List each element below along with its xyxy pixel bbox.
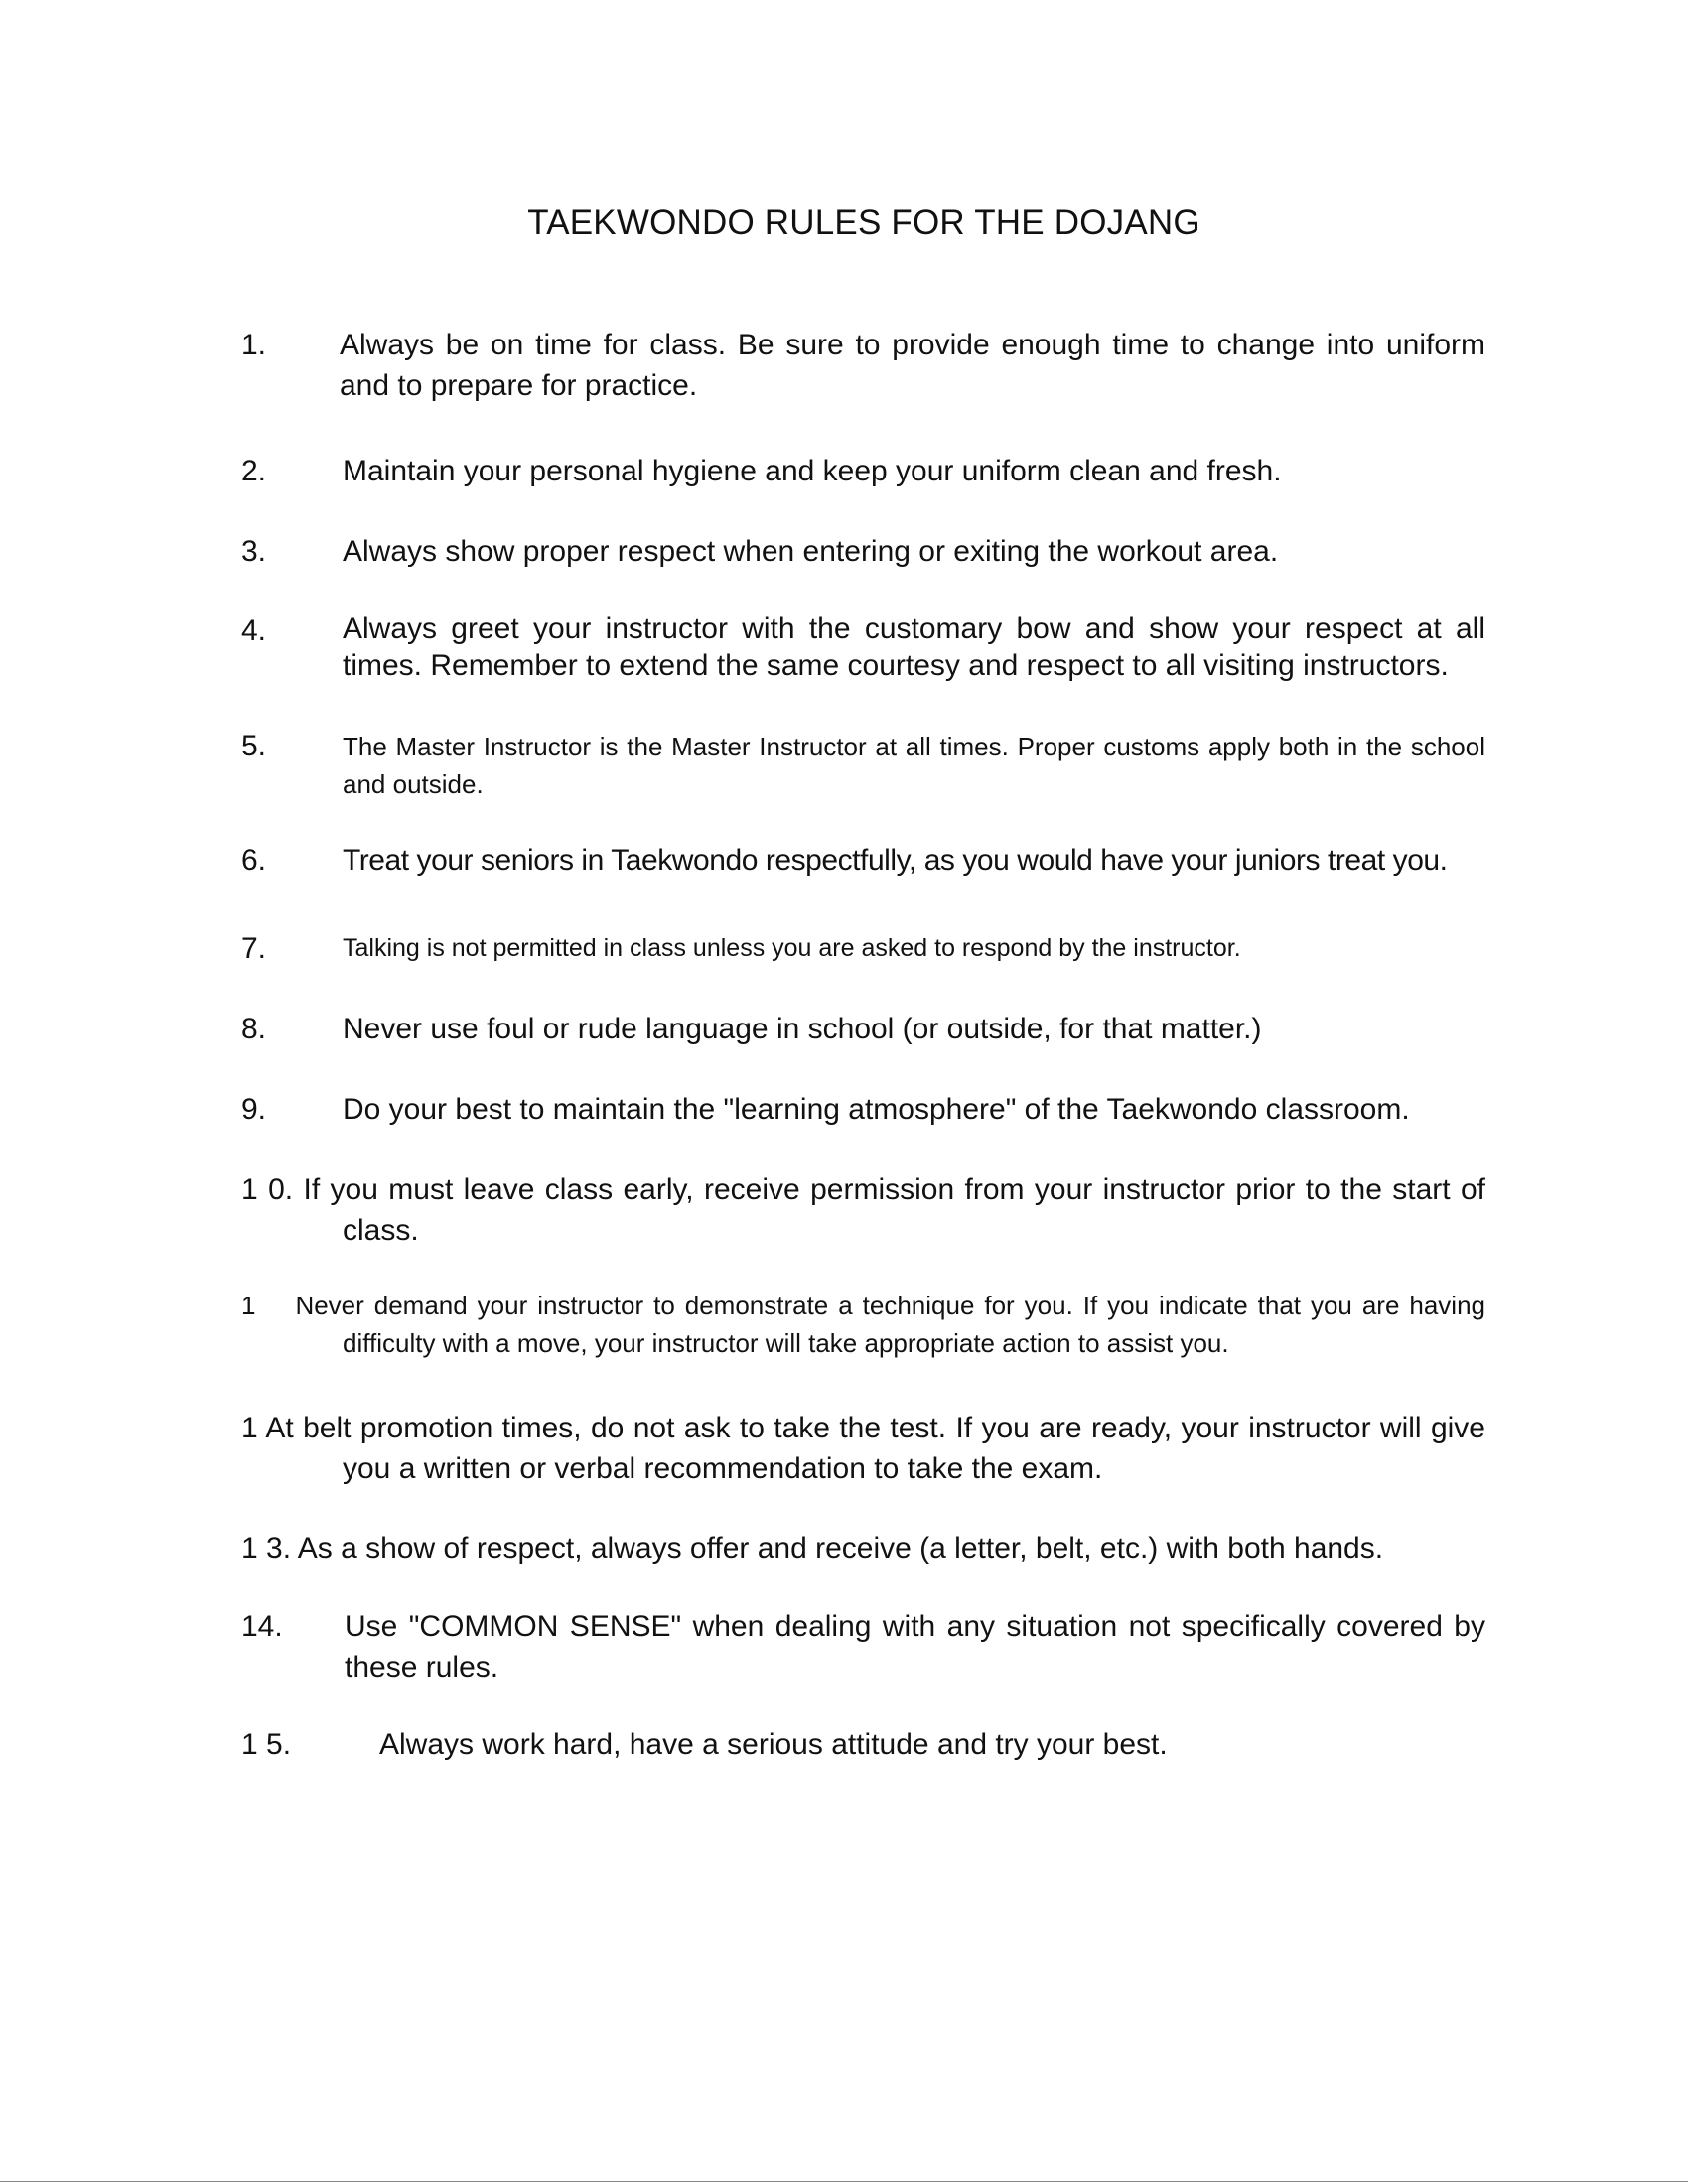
rule-item [241,1606,1485,1688]
rule-number: 1 0. [241,1173,294,1206]
rule-text: Always work hard, have a serious attitude and try your best. [379,1728,1168,1761]
rule-text: Maintain your personal hygiene and keep your uniform clean and fresh. [343,455,1282,487]
rule-number: 14. [241,1610,283,1643]
rule-number: 1 [241,1412,258,1444]
rule-text: Always be on time for class. Be sure to provide enough time to change into uniform and to prepare for practice. [340,329,1485,402]
rule-item [241,611,1485,684]
rule-number: 1 3. [241,1532,292,1565]
rule-text: As a show of respect, always offer and receive (a letter, belt, etc.) with both hands. [297,1532,1384,1565]
rule-item [241,928,1485,969]
rule-text: Never demand your instructor to demonstrate a technique for you. If you indicate that you are having difficulty with a move, your instructor will take appropriate action to assist you. [295,1291,1485,1358]
rule-text: Do your best to maintain the "learning atmosphere" of the Taekwondo classroom. [343,1093,1410,1126]
page-title: TAEKWONDO RULES FOR THE DOJANG [527,204,1200,242]
rule-item [241,1089,1485,1130]
rule-number: 3. [241,535,267,568]
rule-text: The Master Instructor is the Master Instructor at all times. Proper customs apply both in the school and outside. [343,732,1485,799]
rule-item [241,1724,1485,1765]
rule-item [241,840,1485,881]
rule-text: At belt promotion times, do not ask to take the test. If you are ready, your instructor will give you a written or verbal recommendation to take the exam. [265,1412,1485,1485]
rule-number: 7. [241,932,267,965]
rule-item [241,1009,1485,1049]
rule-number: 4. [241,614,267,647]
rule-text: If you must leave class early, receive permission from your instructor prior to the start of class. [303,1173,1485,1247]
rule-text: Always show proper respect when entering or exiting the workout area. [343,535,1279,568]
rule-text: Always greet your instructor with the customary bow and show your respect at all times. Remember to extend the same courtesy and respect to all visiting instructors. [343,613,1485,682]
rule-number: 5. [241,730,267,762]
rule-item [241,325,1485,406]
rule-number: 2. [241,455,267,487]
rule-item [241,1169,1485,1251]
rule-text: Use "COMMON SENSE" when dealing with any situation not specifically covered by these rules. [345,1610,1485,1684]
rule-item [241,1528,1485,1569]
page-bottom-edge [0,2181,1688,2182]
rule-item [241,1408,1485,1489]
rule-text: Talking is not permitted in class unless you are asked to respond by the instructor. [343,934,1241,962]
rule-number: 1 5. [241,1728,292,1761]
rule-item [241,451,1485,491]
rule-number: 9. [241,1093,267,1126]
rule-number: 1 [241,1291,256,1320]
rule-text: Treat your seniors in Taekwondo respectfully, as you would have your juniors treat you. [343,844,1448,877]
rule-number: 1. [241,329,267,361]
rule-text: Never use foul or rude language in school (or outside, for that matter.) [343,1013,1262,1045]
rule-item [241,728,1485,803]
rule-number: 6. [241,844,267,877]
rule-item [241,1287,1485,1362]
rule-number: 8. [241,1013,267,1045]
rule-item [241,531,1485,572]
